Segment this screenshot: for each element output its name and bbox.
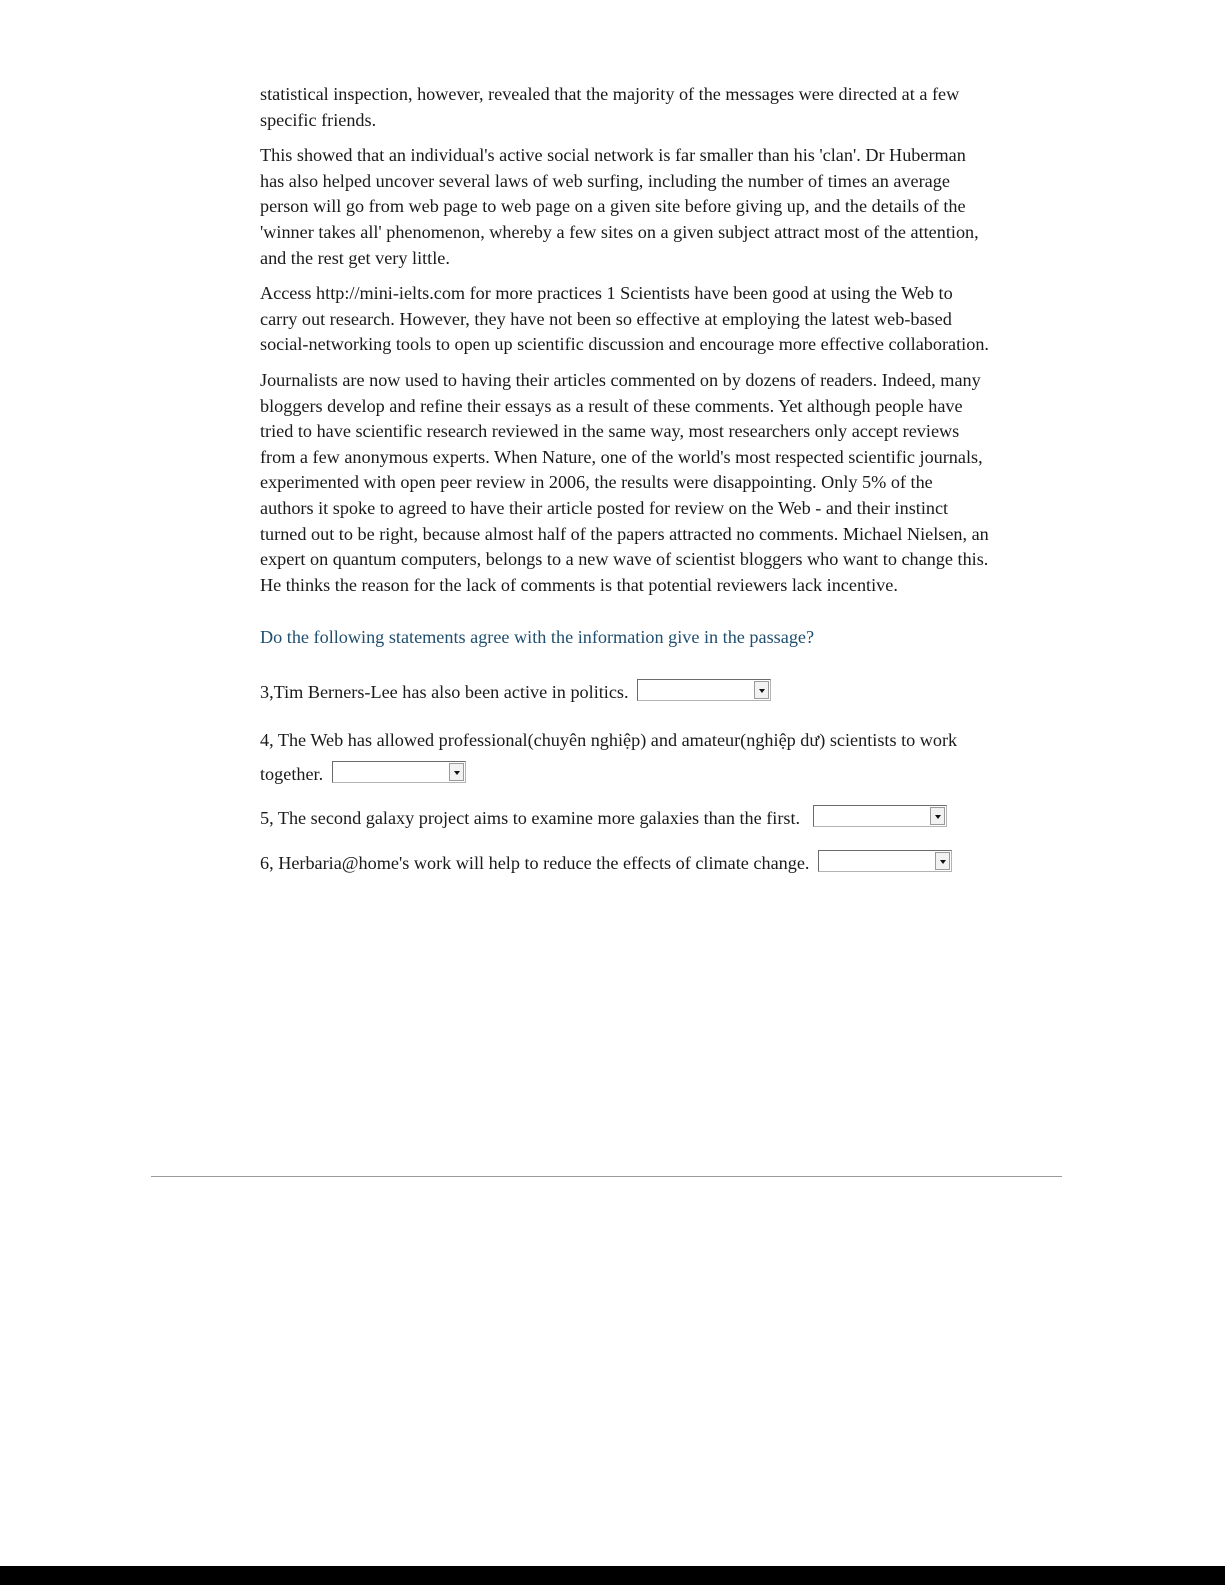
questions-heading: Do the following statements agree with the information give in the passage? [260, 627, 815, 648]
passage-paragraph-2: This showed that an individual's active social network is far smaller than his 'clan'. Dr Huberman has also helped uncover several laws of web surfing, including the number of times an average person will go from web page to web page on a given site before giving up, and the details of the 'winner takes all' phenomenon, whereby a few sites on a given subject attract most of the attention, and the rest get very little. [260, 145, 979, 268]
passage-paragraph-3: Access http://mini-ielts.com for more practices 1 Scientists have been good at using the Web to carry out research. However, they have not been so effective at employing the latest web-based social-networking tools to open up scientific discussion and encourage more effective collaboration. [260, 283, 989, 355]
question-3-text: 3,Tim Berners-Lee has also been active in politics. [260, 682, 629, 703]
question-5-text: 5, The second galaxy project aims to examine more galaxies than the first. [260, 808, 801, 829]
question-6-text: 6, Herbaria@home's work will help to reduce the effects of climate change. [260, 853, 810, 874]
question-4-text: 4, The Web has allowed professional(chuyên nghiệp) and amateur(nghiệp dư) scientists to work together. [260, 730, 958, 785]
reading-passage [260, 82, 990, 880]
chevron-down-icon[interactable] [935, 852, 950, 870]
chevron-down-icon[interactable] [754, 681, 769, 699]
question-3-answer-select[interactable] [637, 679, 771, 701]
chevron-down-icon[interactable] [449, 763, 464, 781]
question-4 [260, 723, 990, 791]
question-6-answer-select[interactable] [818, 850, 952, 872]
page-bottom-edge [0, 1566, 1225, 1585]
question-4-answer-select[interactable] [332, 761, 466, 783]
chevron-down-icon[interactable] [930, 807, 945, 825]
question-6 [260, 846, 990, 880]
question-5-answer-select[interactable] [813, 805, 947, 827]
horizontal-divider [151, 1176, 1062, 1177]
passage-paragraph-1: statistical inspection, however, revealed that the majority of the messages were directed at a few specific friends. [260, 84, 960, 130]
passage-paragraph-4: Journalists are now used to having their articles commented on by dozens of readers. Indeed, many bloggers develop and refine their essays as a result of these comments. Yet although people have tried to have scientific research reviewed in the same way, most researchers only accept reviews from a few anonymous experts. When Nature, one of the world's most respected scientific journals, experimented with open peer review in 2006, the results were disappointing. Only 5% of the authors it spoke to agreed to have their article posted for review on the Web - and their instinct turned out to be right, because almost half of the papers attracted no comments. Michael Nielsen, an expert on quantum computers, belongs to a new wave of scientist bloggers who want to change this. He thinks the reason for the lack of comments is that potential reviewers lack incentive. [260, 369, 989, 595]
question-3 [260, 679, 990, 705]
question-5 [260, 805, 990, 831]
